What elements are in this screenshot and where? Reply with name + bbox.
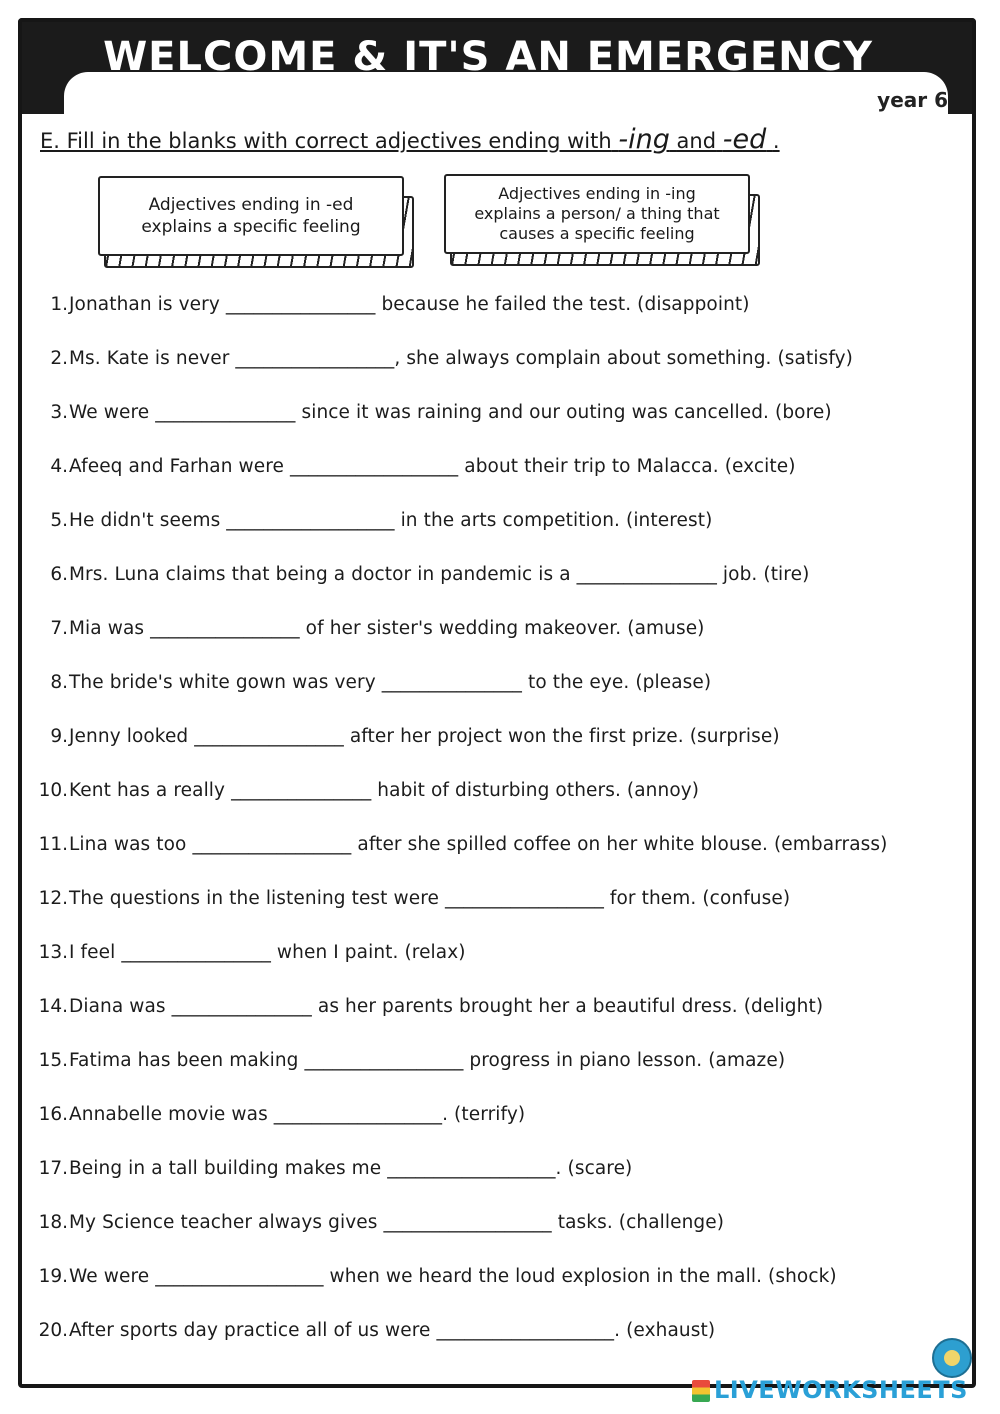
question-number: 9. — [50, 726, 68, 747]
question-row — [30, 456, 796, 477]
question-text: Diana was _______________ as her parents brought her a beautiful dress. (delight) — [69, 996, 824, 1017]
rule-ing-text: Adjectives ending in -ing explains a person/ a thing that causes a specific feeling — [474, 184, 720, 243]
question-number: 1. — [50, 294, 68, 315]
question-text: After sports day practice all of us were ___________________. (exhaust) — [69, 1320, 716, 1341]
question-number: 2. — [50, 348, 68, 369]
question-row — [30, 942, 466, 963]
question-text: Mrs. Luna claims that being a doctor in pandemic is a _______________ job. (tire) — [69, 564, 810, 585]
question-number: 11. — [38, 834, 68, 855]
question-row — [30, 780, 699, 801]
question-text: Annabelle movie was __________________. (terrify) — [69, 1104, 526, 1125]
question-number: 7. — [50, 618, 68, 639]
badge-face-icon — [944, 1350, 960, 1366]
question-row — [30, 834, 887, 855]
question-row — [30, 348, 853, 369]
question-number: 19. — [38, 1266, 68, 1287]
page-title: WELCOME & IT'S AN EMERGENCY — [103, 34, 873, 80]
rule-box-ed — [98, 176, 404, 256]
question-text: Being in a tall building makes me __________________. (scare) — [69, 1158, 633, 1179]
question-text: Lina was too _________________ after she spilled coffee on her white blouse. (embarrass) — [69, 834, 888, 855]
question-number: 16. — [38, 1104, 68, 1125]
instruction — [40, 124, 780, 155]
question-row — [30, 996, 823, 1017]
rule-box-ing — [444, 174, 750, 254]
rule-ed-text: Adjectives ending in -ed explains a specific feeling — [141, 195, 361, 237]
question-text: I feel ________________ when I paint. (relax) — [69, 942, 466, 963]
year-label: year 6 — [877, 88, 948, 112]
question-number: 14. — [38, 996, 68, 1017]
question-text: Fatima has been making _________________ progress in piano lesson. (amaze) — [69, 1050, 786, 1071]
question-text: The bride's white gown was very _______________ to the eye. (please) — [69, 672, 712, 693]
question-row — [30, 1158, 632, 1179]
question-row — [30, 510, 712, 531]
instruction-end: . — [772, 129, 780, 153]
question-text: We were __________________ when we heard the loud explosion in the mall. (shock) — [69, 1266, 837, 1287]
question-number: 20. — [38, 1320, 68, 1341]
brand-name: LIVEWORKSHEETS — [714, 1376, 968, 1404]
question-text: The questions in the listening test were _________________ for them. (confuse) — [69, 888, 791, 909]
question-text: My Science teacher always gives __________________ tasks. (challenge) — [69, 1212, 725, 1233]
question-number: 12. — [38, 888, 68, 909]
question-text: Ms. Kate is never _________________, she always complain about something. (satisfy) — [69, 348, 853, 369]
question-row — [30, 888, 790, 909]
question-row — [30, 672, 711, 693]
question-row — [30, 1320, 715, 1341]
question-row — [30, 1212, 724, 1233]
question-number: 4. — [50, 456, 68, 477]
question-text: He didn't seems __________________ in the arts competition. (interest) — [69, 510, 713, 531]
suffix-ing: -ing — [618, 124, 670, 155]
question-number: 15. — [38, 1050, 68, 1071]
question-number: 17. — [38, 1158, 68, 1179]
question-number: 10. — [38, 780, 68, 801]
question-row — [30, 1266, 837, 1287]
question-number: 5. — [50, 510, 68, 531]
question-text: Jenny looked ________________ after her project won the first prize. (surprise) — [69, 726, 780, 747]
question-row — [30, 618, 705, 639]
question-row — [30, 1050, 785, 1071]
instruction-text: E. Fill in the blanks with correct adjectives ending with — [40, 129, 612, 153]
brand-logo — [692, 1376, 968, 1404]
question-row — [30, 1104, 525, 1125]
question-number: 18. — [38, 1212, 68, 1233]
question-row — [30, 294, 750, 315]
question-row — [30, 564, 809, 585]
instruction-connector: and — [676, 129, 717, 153]
question-text: Jonathan is very ________________ because he failed the test. (disappoint) — [69, 294, 750, 315]
question-number: 13. — [38, 942, 68, 963]
question-text: Afeeq and Farhan were __________________ about their trip to Malacca. (excite) — [69, 456, 796, 477]
question-number: 3. — [50, 402, 68, 423]
question-number: 8. — [50, 672, 68, 693]
question-number: 6. — [50, 564, 68, 585]
question-row — [30, 726, 780, 747]
question-row — [30, 402, 832, 423]
suffix-ed: -ed — [722, 124, 767, 155]
question-text: We were _______________ since it was raining and our outing was cancelled. (bore) — [69, 402, 832, 423]
question-text: Kent has a really _______________ habit of disturbing others. (annoy) — [69, 780, 700, 801]
question-text: Mia was ________________ of her sister's wedding makeover. (amuse) — [69, 618, 705, 639]
